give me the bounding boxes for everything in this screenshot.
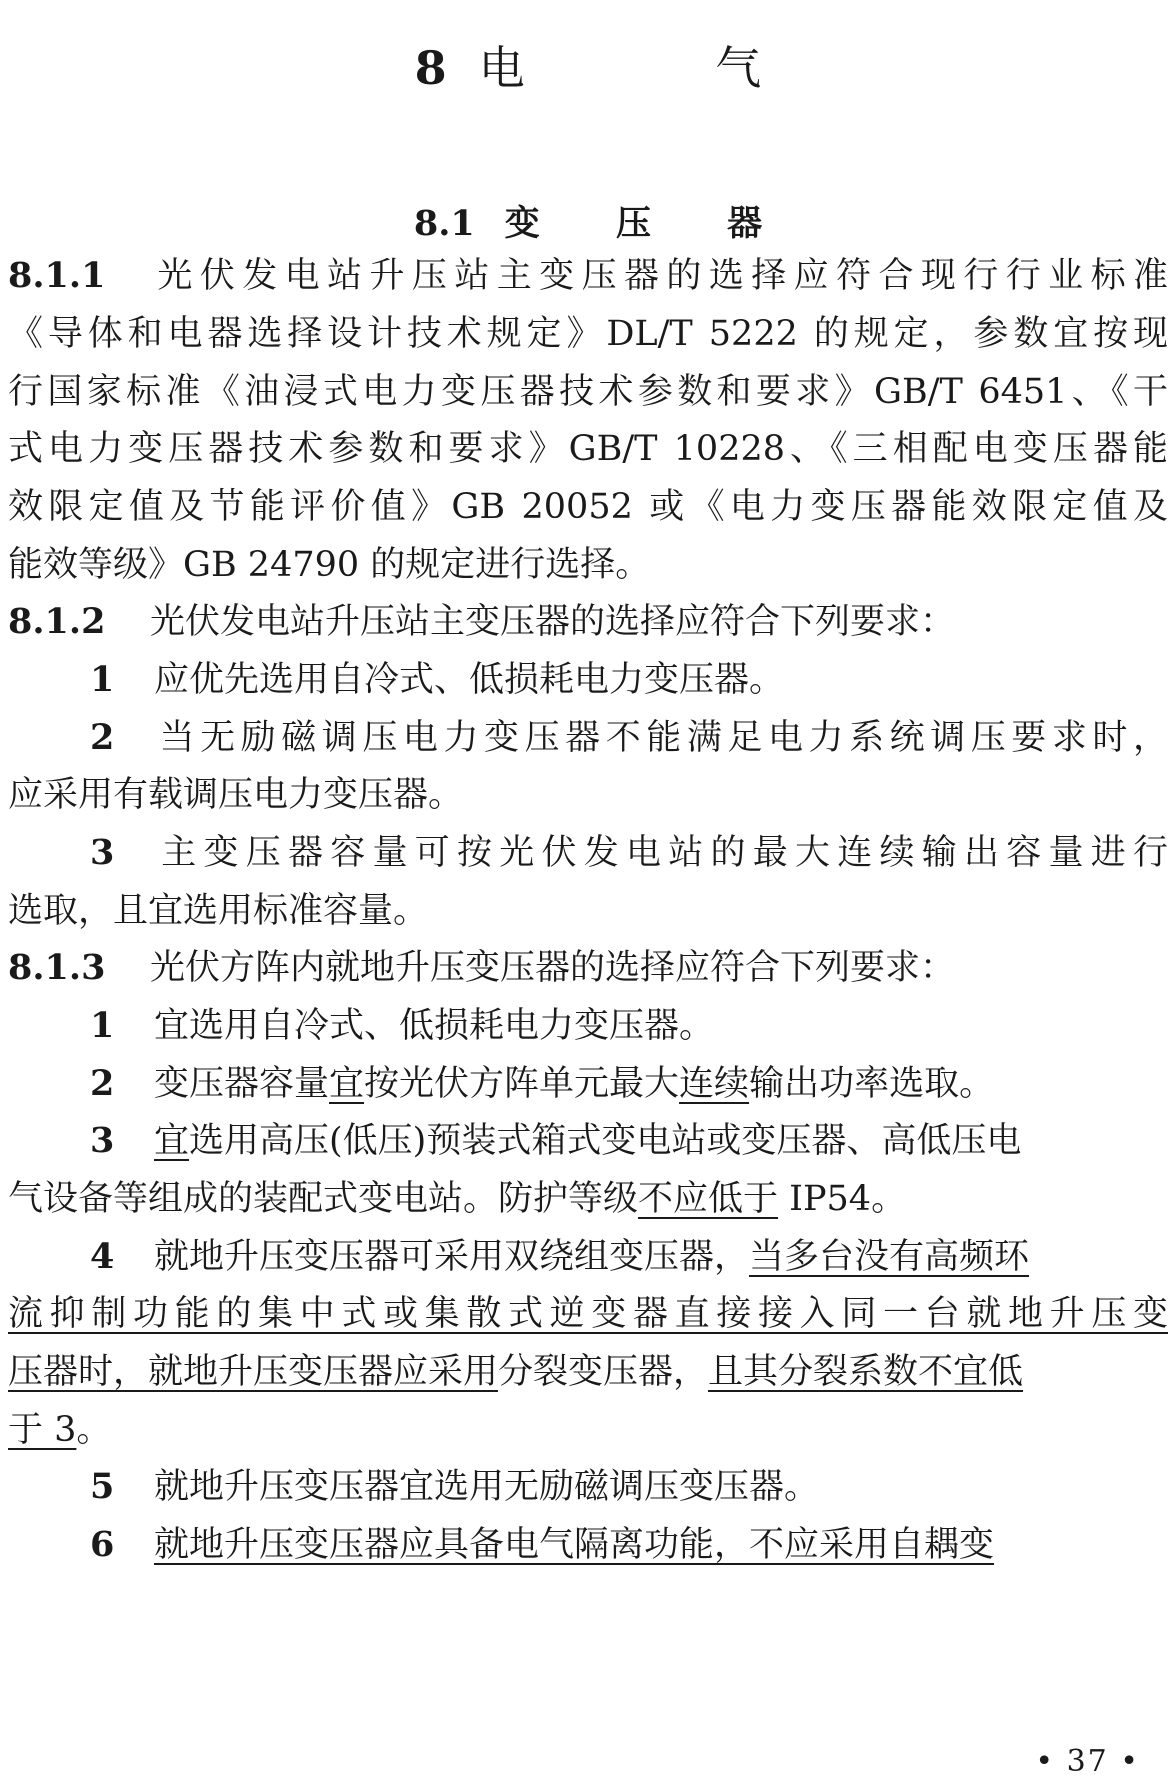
item-text: 变压器容量 (154, 1064, 330, 1104)
chapter-number: 8 (414, 41, 451, 95)
clause-8-1-3-item-4-line-3 (8, 1351, 1168, 1393)
item-number: 2 (90, 717, 115, 758)
clause-number: 8.1.2 (8, 601, 106, 642)
clause-8-1-1-line-2: 《导体和电器选择设计技术规定》DL/T 5222 的规定，参数宜按现 (8, 314, 1168, 354)
item-text: 就地升压变压器宜选用无励磁调压变压器。 (154, 1467, 820, 1507)
clause-8-1-1-line-6: 能效等级》GB 24790 的规定进行选择。 (8, 545, 651, 585)
clause-8-1-2-item-1 (90, 659, 1168, 701)
underlined-text: 连续 (679, 1064, 750, 1104)
clause-8-1-2-item-3-line-2: 选取，且宜选用标准容量。 (8, 891, 429, 931)
chapter-title: 电 气 (478, 41, 850, 95)
item-text: 选用高压(低压)预装式箱式变电站或变压器、高低压电 (189, 1121, 1022, 1161)
clause-8-1-3-item-4-line-1 (90, 1236, 1168, 1278)
clause-8-1-2-item-2-line-1 (90, 717, 1168, 759)
item-text: 分裂变压器， (498, 1352, 709, 1392)
item-text: 应优先选用自冷式、低损耗电力变压器。 (154, 660, 785, 700)
item-number: 3 (90, 1120, 115, 1161)
clause-8-1-3-item-3-line-2 (8, 1178, 1168, 1220)
clause-8-1-2-intro (8, 601, 1168, 643)
clause-8-1-3-item-1 (90, 1005, 1168, 1047)
item-number: 1 (90, 1005, 115, 1046)
clause-8-1-1-line-4: 式电力变压器技术参数和要求》GB/T 10228、《三相配电变压器能 (8, 429, 1168, 469)
clause-8-1-2-item-2-line-2: 应采用有载调压电力变压器。 (8, 775, 464, 815)
item-number: 3 (90, 832, 115, 873)
underlined-text: 当多台没有高频环 (749, 1237, 1030, 1277)
page-number: • 37 • (1035, 1744, 1140, 1779)
underlined-text: 宜 (329, 1064, 365, 1104)
clause-8-1-3-item-4-line-4 (8, 1409, 1168, 1451)
item-number: 2 (90, 1063, 115, 1104)
section-title: 变 压 器 (504, 203, 795, 244)
item-number: 4 (90, 1236, 115, 1277)
item-text: 按光伏方阵单元最大 (364, 1064, 680, 1104)
clause-8-1-3-item-5 (90, 1466, 1168, 1508)
section-number: 8.1 (413, 203, 475, 244)
clause-8-1-2-item-3-line-1 (90, 832, 1168, 874)
item-number: 5 (90, 1466, 115, 1507)
item-text: 就地升压变压器可采用双绕组变压器， (154, 1237, 750, 1277)
underlined-text: 就地升压变压器应具备电气隔离功能，不应采用自耦变 (154, 1525, 995, 1565)
clause-8-1-3-item-2 (90, 1063, 1168, 1105)
underlined-text: 且其分裂系数不宜低 (708, 1352, 1024, 1392)
clause-text: 光伏发电站升压站主变压器的选择应符合现行行业标准 (150, 256, 1168, 296)
clause-8-1-3-item-3-line-1 (90, 1120, 1168, 1162)
underlined-text: 于 3 (8, 1410, 77, 1450)
clause-8-1-3-item-6 (90, 1524, 1168, 1566)
clause-8-1-1-line-1 (8, 255, 1168, 297)
item-number: 1 (90, 659, 115, 700)
clause-number: 8.1.1 (8, 255, 106, 296)
underlined-text: 压器时，就地升压变压器应采用 (8, 1352, 499, 1392)
item-text: 输出功率选取。 (749, 1064, 995, 1104)
underlined-text: 不应低于 (638, 1179, 779, 1219)
clause-8-1-1-line-5: 效限定值及节能评价值》GB 20052 或《电力变压器能效限定值及 (8, 487, 1168, 527)
item-text: IP54。 (778, 1179, 907, 1219)
chapter-heading (0, 32, 1176, 98)
clause-text: 光伏发电站升压站主变压器的选择应符合下列要求： (150, 602, 956, 642)
item-number: 6 (90, 1524, 115, 1565)
clause-number: 8.1.3 (8, 947, 106, 988)
underlined-text: 宜 (154, 1121, 190, 1161)
item-text: 主变压器容量可按光伏发电站的最大连续输出容量进行 (154, 833, 1168, 873)
clause-8-1-3-item-4-line-2 (8, 1293, 1168, 1335)
clause-8-1-3-intro (8, 947, 1168, 989)
item-text: 宜选用自冷式、低损耗电力变压器。 (154, 1006, 715, 1046)
item-text: 当无励磁调压电力变压器不能满足电力系统调压要求时， (154, 718, 1168, 758)
item-text: 气设备等组成的装配式变电站。防护等级 (8, 1179, 639, 1219)
clause-text: 光伏方阵内就地升压变压器的选择应符合下列要求： (150, 948, 956, 988)
item-text: 。 (76, 1410, 112, 1450)
underlined-text: 流抑制功能的集中式或集散式逆变器直接接入同一台就地升压变 (8, 1294, 1168, 1334)
section-heading (0, 196, 1176, 246)
clause-8-1-1-line-3: 行国家标准《油浸式电力变压器技术参数和要求》GB/T 6451、《干 (8, 372, 1168, 412)
